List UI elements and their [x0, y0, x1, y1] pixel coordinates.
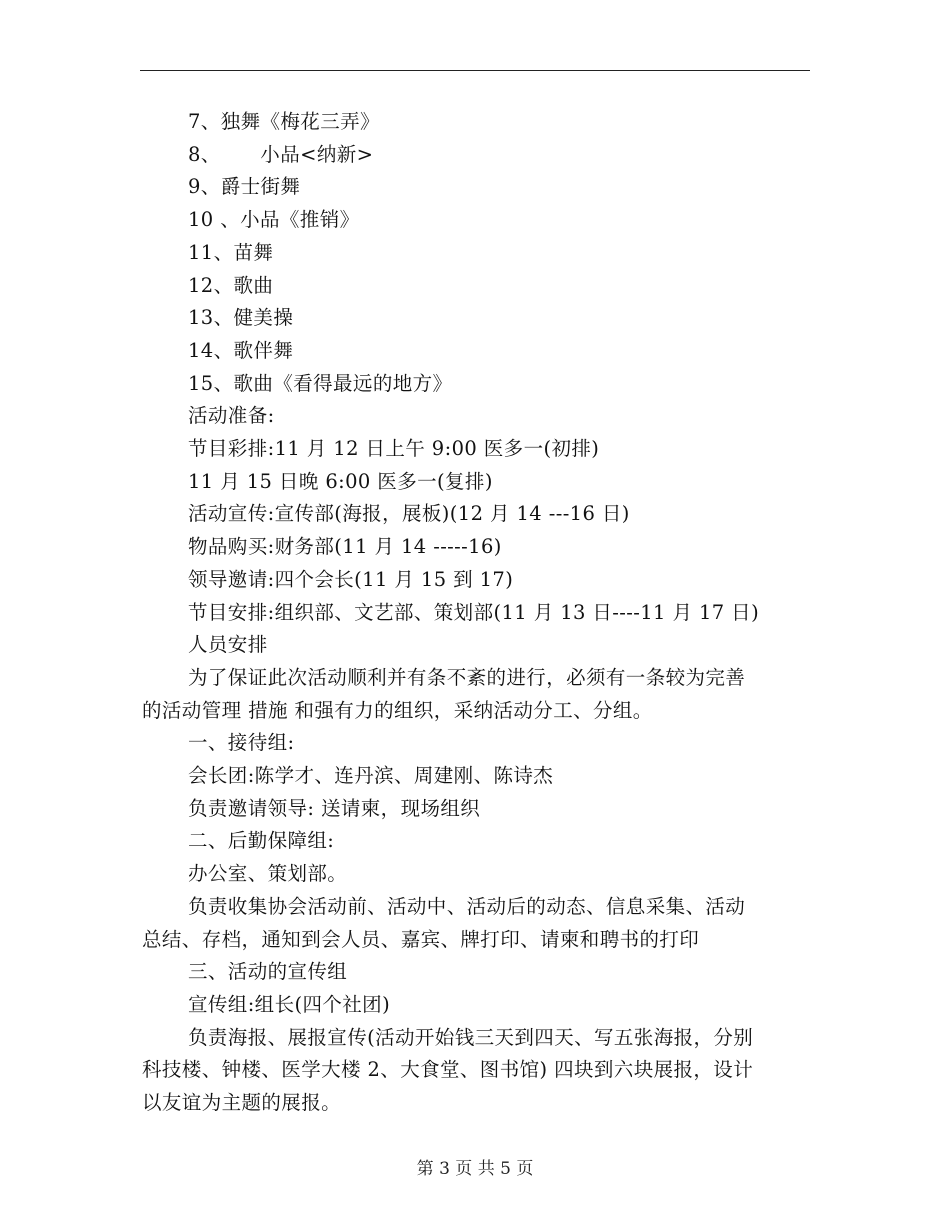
text-line: 会长团:陈学才、连丹滨、周建刚、陈诗杰 — [188, 764, 554, 788]
text-line: 8、 小品<纳新> — [188, 142, 374, 166]
text-line: 负责邀请领导: 送请柬，现场组织 — [188, 796, 481, 820]
paragraph-line: 的活动管理 措施 和强有力的组织，采纳活动分工、分组。 — [142, 698, 653, 722]
header-rule — [140, 70, 810, 71]
text-line: 活动宣传:宣传部(海报，展板)(12 月 14 ---16 日) — [188, 502, 630, 526]
paragraph-line: 以友谊为主题的展报。 — [142, 1091, 342, 1115]
text-line: 宣传组:组长(四个社团) — [188, 992, 391, 1016]
text-line: 物品购买:财务部(11 月 14 -----16) — [188, 535, 502, 559]
paragraph-line: 负责海报、展报宣传(活动开始钱三天到四天、写五张海报，分别 — [188, 1025, 754, 1049]
section-heading: 二、后勤保障组: — [188, 829, 335, 853]
text-line: 办公室、策划部。 — [188, 862, 348, 886]
text-line: 11、苗舞 — [188, 240, 274, 264]
section-heading: 一、接待组: — [188, 731, 295, 755]
text-line: 13、健美操 — [188, 306, 294, 330]
paragraph-line: 总结、存档，通知到会人员、嘉宾、牌打印、请柬和聘书的打印 — [142, 927, 700, 951]
section-heading: 活动准备: — [188, 404, 275, 428]
paragraph-line: 负责收集协会活动前、活动中、活动后的动态、信息采集、活动 — [188, 894, 746, 918]
text-line: 12、歌曲 — [188, 273, 274, 297]
text-line: 9、爵士街舞 — [188, 175, 301, 199]
paragraph-line: 科技楼、钟楼、医学大楼 2、大食堂、图书馆) 四块到六块展报，设计 — [142, 1058, 754, 1082]
section-heading: 人员安排 — [188, 633, 268, 657]
document-body — [142, 106, 810, 1120]
text-line: 15、歌曲《看得最远的地方》 — [188, 371, 453, 395]
section-heading: 三、活动的宣传组 — [188, 960, 348, 984]
text-line: 10 、小品《推销》 — [188, 208, 360, 232]
text-line: 节目安排:组织部、文艺部、策划部(11 月 13 日----11 月 17 日) — [188, 600, 760, 624]
text-line: 11 月 15 日晚 6:00 医多一(复排) — [188, 469, 493, 493]
text-line: 14、歌伴舞 — [188, 338, 294, 362]
text-line: 节目彩排:11 月 12 日上午 9:00 医多一(初排) — [188, 437, 600, 461]
text-line: 7、独舞《梅花三弄》 — [188, 110, 380, 133]
page-number-footer: 第 3 页 共 5 页 — [416, 1159, 534, 1179]
text-line: 领导邀请:四个会长(11 月 15 到 17) — [188, 567, 514, 591]
paragraph-line: 为了保证此次活动顺利并有条不紊的进行，必须有一条较为完善 — [188, 665, 746, 689]
